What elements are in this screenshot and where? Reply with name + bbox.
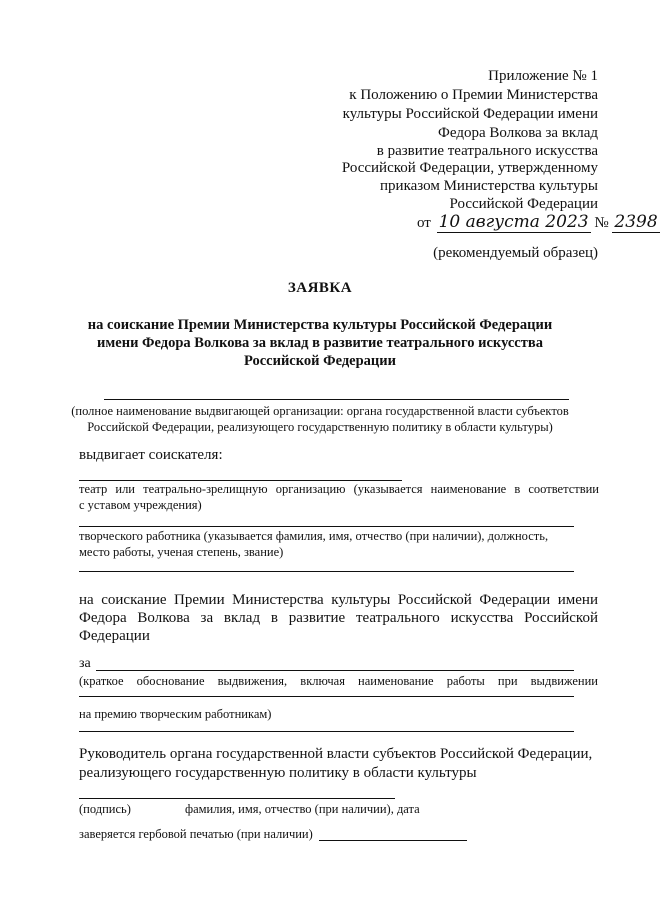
seal-blank[interactable] [319, 840, 467, 841]
worker-caption-line-1: творческого работника (указывается фамилия, имя, отчество (при наличии), должность, [79, 529, 549, 543]
subtitle-line-3: Российской Федерации [243, 353, 396, 369]
head-line-1: Руководитель органа государственной власти субъектов Российской Федерации, [79, 746, 593, 762]
appendix-line-7: приказом Министерства культуры [380, 178, 598, 194]
appendix-line-5: в развитие театрального искусства [376, 143, 598, 159]
theatre-caption-line-2: с уставом учреждения) [79, 498, 202, 512]
sample-note: (рекомендуемый образец) [433, 245, 598, 261]
from-prefix: от [417, 215, 431, 231]
handwritten-number: 2398 [614, 212, 658, 232]
signature-label: (подпись) [79, 802, 131, 816]
order-date-line [417, 212, 660, 233]
org-caption-line-1: (полное наименование выдвигающей организации: органа государственной власти субъектов [71, 404, 569, 418]
prize-line-3: Федерации [79, 628, 150, 644]
appendix-line-3: культуры Российской Федерации имени [342, 106, 598, 122]
prize-line-2: Федора Волкова за вклад в развитие театрального искусства Российской [79, 610, 598, 626]
prize-line-1: на соискание Премии Министерства культуры Российской Федерации имени [79, 592, 598, 608]
appendix-line-2: к Положению о Премии Министерства [349, 87, 598, 103]
nominates-label: выдвигает соискателя: [79, 447, 223, 463]
za-label: за [79, 656, 91, 671]
justification-blank-3[interactable] [79, 731, 574, 732]
number-sign: № [594, 215, 609, 231]
seal-label: заверяется гербовой печатью (при наличии) [79, 827, 313, 841]
worker-extra-blank[interactable] [79, 571, 574, 572]
signature-blank[interactable] [79, 798, 395, 799]
head-line-2: реализующего государственную политику в области культуры [79, 765, 477, 781]
fio-date-label: фамилия, имя, отчество (при наличии), дата [185, 802, 420, 816]
appendix-line-8: Российской Федерации [449, 196, 598, 212]
subtitle-line-2: имени Федора Волкова за вклад в развитие театрального искусства [97, 335, 543, 351]
justification-caption-line-1: (краткое обоснование выдвижения, включая наименование работы при выдвижении [79, 674, 598, 688]
theatre-name-blank[interactable] [79, 480, 402, 481]
handwritten-date: 10 августа 2023 [438, 212, 589, 232]
appendix-line-6: Российской Федерации, утвержденному [341, 160, 598, 176]
appendix-line-4: Федора Волкова за вклад [438, 125, 598, 141]
justification-blank-2[interactable] [79, 696, 574, 697]
document-title: ЗАЯВКА [287, 280, 353, 296]
org-caption-line-2: Российской Федерации, реализующего государственную политику в области культуры) [87, 420, 553, 434]
worker-caption-line-2: место работы, ученая степень, звание) [79, 545, 284, 559]
justification-caption-line-2: на премию творческим работникам) [79, 707, 272, 721]
appendix-line-1: Приложение № 1 [488, 68, 598, 84]
org-name-blank[interactable] [104, 399, 569, 400]
worker-name-blank[interactable] [79, 526, 574, 527]
theatre-caption-line-1: театр или театрально-зрелищную организацию (указывается наименование в соответствии [79, 482, 599, 496]
justification-blank[interactable] [96, 670, 574, 671]
subtitle-line-1: на соискание Премии Министерства культуры Российской Федерации [87, 317, 553, 333]
